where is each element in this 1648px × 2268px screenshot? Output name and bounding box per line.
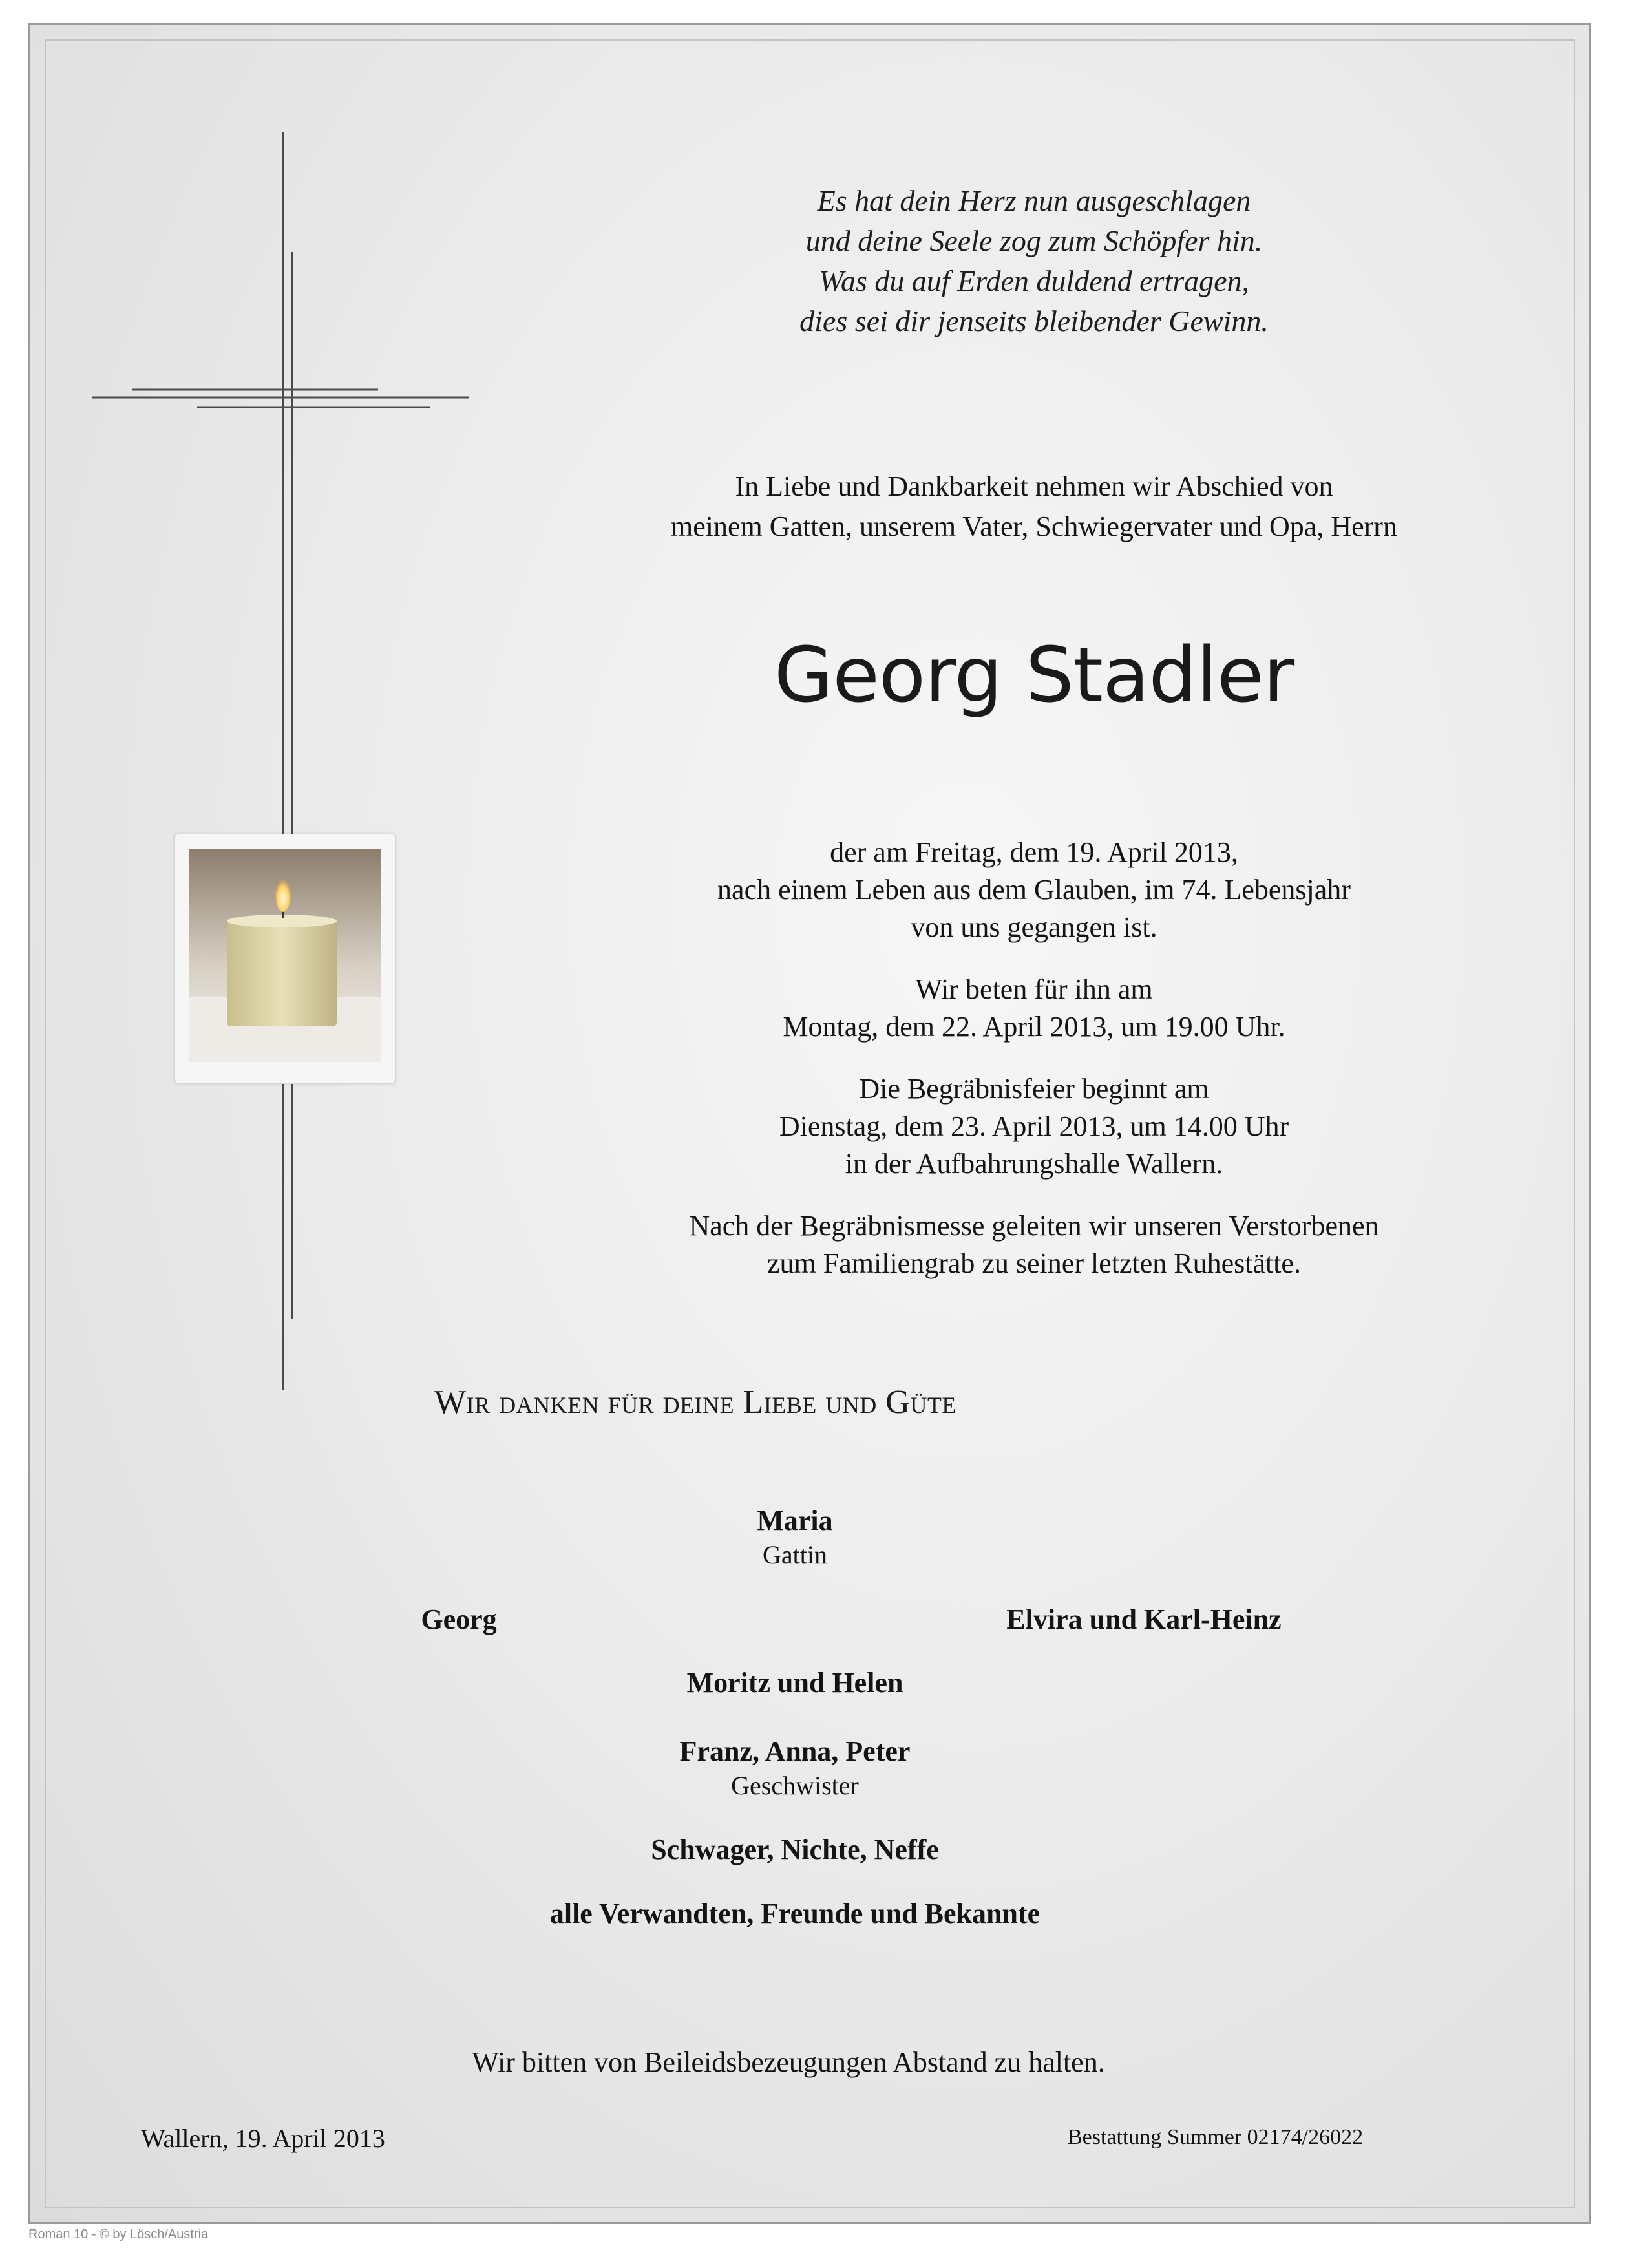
intro-line: meinem Gatten, unserem Vater, Schwiegervater und Opa, Herrn [671,511,1397,542]
template-credit: Roman 10 - © by Lösch/Austria [28,2227,209,2242]
candle-icon [189,849,381,1062]
detail-line: Dienstag, dem 23. April 2013, um 14.00 Uhr [779,1110,1289,1142]
place-date: Wallern, 19. April 2013 [141,2124,385,2153]
poem-line: Es hat dein Herz nun ausgeschlagen [817,184,1251,217]
candle-image [174,834,396,1084]
undertaker-contact: Bestattung Summer 02174/26022 [1068,2125,1364,2149]
detail-line: zum Familiengrab zu seiner letzten Ruhestätte. [767,1247,1301,1279]
family-grandchildren [569,1665,1021,1701]
poem [414,181,1648,341]
poem-line: dies sei dir jenseits bleibender Gewinn. [799,304,1269,337]
family-name: Schwager, Nichte, Neffe [651,1834,939,1865]
detail-line: in der Aufbahrungshalle Wallern. [845,1148,1223,1180]
family-wife [666,1503,924,1571]
family-name: Franz, Anna, Peter [679,1735,911,1767]
intro-text [414,467,1648,547]
family-role: Geschwister [731,1771,859,1800]
family-name: alle Verwandten, Freunde und Bekannte [549,1898,1041,1929]
family-name: Georg [421,1604,497,1635]
intro-line: In Liebe und Dankbarkeit nehmen wir Abschied von [735,471,1333,502]
deceased-name: Georg Stadler [774,630,1294,719]
detail-line: nach einem Leben aus dem Glauben, im 74. Lebensjahr [717,874,1351,906]
detail-line: Wir beten für ihn am [915,973,1153,1005]
detail-line: Die Begräbnisfeier beginnt am [859,1073,1209,1105]
family-role: Gattin [763,1540,827,1569]
family-others [439,1896,1150,1932]
family-child-left [362,1602,556,1638]
family-name: Maria [757,1505,833,1536]
family-child-right [918,1602,1370,1638]
family-inlaws [536,1832,1053,1868]
funeral-notice [414,1070,1648,1183]
death-notice [414,834,1648,946]
detail-line: von uns gegangen ist. [911,911,1157,943]
detail-line: Nach der Begräbnismesse geleiten wir unseren Verstorbenen [689,1210,1379,1242]
thanks-heading: Wir danken für deine Liebe und Güte [434,1384,956,1421]
prayer-notice [414,971,1648,1046]
family-siblings [569,1733,1021,1802]
detail-line: der am Freitag, dem 19. April 2013, [830,836,1238,868]
closing-request: Wir bitten von Beileidsbezeugungen Abstand zu halten. [472,2046,1105,2078]
poem-line: und deine Seele zog zum Schöpfer hin. [805,224,1263,257]
poem-line: Was du auf Erden duldend ertragen, [818,264,1250,297]
detail-line: Montag, dem 22. April 2013, um 19.00 Uhr. [783,1011,1285,1043]
burial-notice [414,1207,1648,1282]
family-name: Moritz und Helen [686,1667,903,1699]
funeral-details [414,834,1648,1307]
family-name: Elvira und Karl-Heinz [1006,1604,1282,1635]
